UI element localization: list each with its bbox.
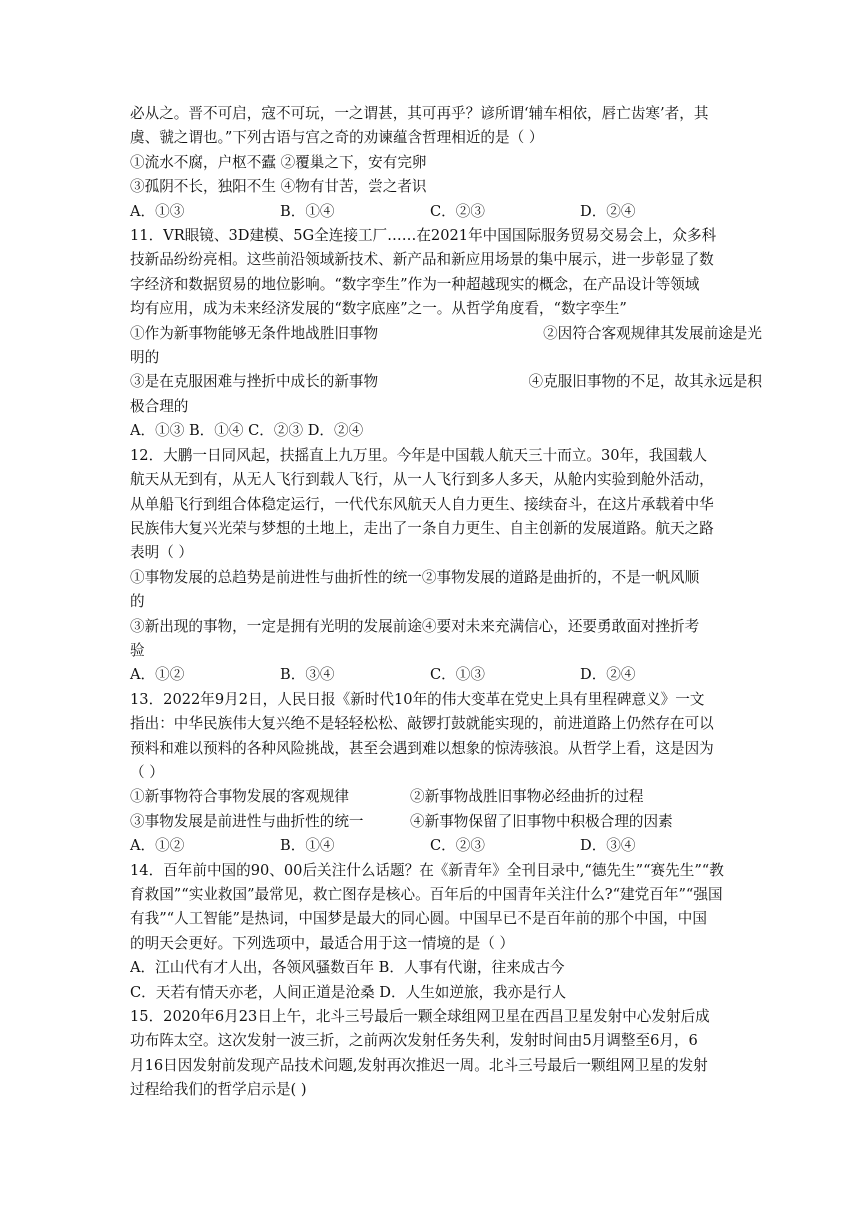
option-d: D．②④ bbox=[580, 666, 636, 684]
statement-3: ③事物发展是前进性与曲折性的统一 bbox=[130, 812, 364, 830]
question-text-line: 字经济和数据贸易的地位影响。“数字孪生”作为一种超越现实的概念，在产品设计等领域 bbox=[130, 275, 700, 293]
question-text-line: 14．百年前中国的90、00后关注什么话题？在《新青年》全刊目录中,“德先生”“赛先生”“教 bbox=[130, 861, 724, 879]
option-b: B．①④ bbox=[280, 837, 335, 855]
statement-2: ②因符合客观规律其发展前途是光 bbox=[543, 324, 762, 342]
statement-continuation: 极合理的 bbox=[130, 397, 189, 415]
answer-options bbox=[130, 663, 762, 687]
question-text-line: 均有应用，成为未来经济发展的“数字底座”之一。从哲学角度看，“数字孪生” bbox=[130, 300, 627, 318]
option-c: C．②③ bbox=[430, 202, 485, 220]
question-10 bbox=[130, 102, 762, 224]
option-c: C．①③ bbox=[430, 666, 485, 684]
statement-line: ③新出现的事物，一定是拥有光明的发展前途④要对未来充满信心，还要勇敢面对挫折考 bbox=[130, 617, 700, 635]
option-c: C．②③ bbox=[430, 837, 485, 855]
question-text-line: （ ） bbox=[130, 763, 164, 781]
answer-options bbox=[130, 834, 762, 858]
statement-continuation: 明的 bbox=[130, 349, 160, 367]
question-text-line: 15．2020年6月23日上午，北斗三号最后一颗全球组网卫星在西昌卫星发射中心发射后成 bbox=[130, 1008, 710, 1026]
answer-options bbox=[130, 200, 762, 224]
question-text-line: 的明天会更好。下列选项中，最适合用于这一情境的是（ ） bbox=[130, 934, 515, 952]
question-text-line: 月16日因发射前发现产品技术问题,发射再次推迟一周。北斗三号最后一颗组网卫星的发射 bbox=[130, 1056, 708, 1074]
question-text-line: 12．大鹏一日同风起，扶摇直上九万里。今年是中国载人航天三十而立。30年，我国载人 bbox=[130, 446, 708, 464]
question-text-line: 功布阵太空。这次发射一波三折，之前两次发射任务失利，发射时间由5月调整至6月，6 bbox=[130, 1032, 698, 1050]
statement-line: ①事物发展的总趋势是前进性与曲折性的统一②事物发展的道路是曲折的，不是一帆风顺 bbox=[130, 568, 700, 586]
question-text-line: 13．2022年9月2日，人民日报《新时代10年的伟大变革在党史上具有里程碑意义》一文 bbox=[130, 690, 705, 708]
question-text-line: 过程给我们的哲学启示是( ) bbox=[130, 1081, 307, 1099]
statement-line: 的 bbox=[130, 593, 145, 611]
question-text-line: 从单船飞行到组合体稳定运行，一代代东风航天人自力更生、接续奋斗，在这片承载着中华 bbox=[130, 495, 714, 513]
answer-options: A．①③ B．①④ C．②③ D．②④ bbox=[130, 422, 364, 440]
statement-row bbox=[130, 322, 762, 346]
question-12 bbox=[130, 444, 762, 688]
question-text-line: 虞、虢之谓也。”下列古语与宫之奇的劝谏蕴含哲理相近的是（ ） bbox=[130, 129, 544, 147]
question-15 bbox=[130, 1005, 762, 1103]
option-d: D．②④ bbox=[580, 202, 636, 220]
question-text-line: 预料和难以预料的各种风险挑战，甚至会遇到难以想象的惊涛骇浪。从哲学上看，这是因为 bbox=[130, 739, 714, 757]
question-text-line: 民族伟大复兴光荣与梦想的土地上，走出了一条自力更生、自主创新的发展道路。航天之路 bbox=[130, 519, 714, 537]
option-a: A．①② bbox=[130, 666, 185, 684]
question-14 bbox=[130, 859, 762, 1005]
statement-line: ③孤阴不长，独阳不生 ④物有甘苦，尝之者识 bbox=[130, 178, 427, 196]
statement-2: ②新事物战胜旧事物必经曲折的过程 bbox=[410, 788, 644, 806]
answer-options-line: A．江山代有才人出，各领风骚数百年 B．人事有代谢，往来成古今 bbox=[130, 959, 565, 977]
statement-1: ①新事物符合事物发展的客观规律 bbox=[130, 788, 349, 806]
statement-1: ①作为新事物能够无条件地战胜旧事物 bbox=[130, 324, 379, 342]
option-b: B．③④ bbox=[280, 666, 335, 684]
question-text-line: 指出：中华民族伟大复兴绝不是轻轻松松、敲锣打鼓就能实现的，前进道路上仍然存在可以 bbox=[130, 715, 714, 733]
statement-row bbox=[130, 370, 762, 394]
question-11 bbox=[130, 224, 762, 444]
statement-line: 验 bbox=[130, 641, 145, 659]
question-text-line: 技新品纷纷亮相。这些前沿领域新技术、新产品和新应用场景的集中展示，进一步彰显了数 bbox=[130, 251, 714, 269]
option-b: B．①④ bbox=[280, 202, 335, 220]
question-13 bbox=[130, 688, 762, 859]
option-d: D．③④ bbox=[580, 837, 636, 855]
question-text-line: 必从之。晋不可启，寇不可玩，一之谓甚，其可再乎？谚所谓‘辅车相依，唇亡齿寒’者，其 bbox=[130, 105, 709, 122]
question-text-line: 有我”“人工智能”是热词，中国梦是最大的同心圆。中国早已不是百年前的那个中国，中国 bbox=[130, 910, 707, 928]
question-text-line: 表明（ ） bbox=[130, 544, 194, 562]
statement-3: ③是在克服困难与挫折中成长的新事物 bbox=[130, 373, 379, 391]
option-a: A．①② bbox=[130, 837, 185, 855]
statement-row bbox=[130, 810, 762, 834]
answer-options-line: C．天若有情天亦老，人间正道是沧桑 D．人生如逆旅，我亦是行人 bbox=[130, 983, 567, 1001]
statement-row bbox=[130, 785, 762, 809]
statement-4: ④新事物保留了旧事物中积极合理的因素 bbox=[410, 812, 673, 830]
option-a: A．①③ bbox=[130, 202, 185, 220]
question-text-line: 育救国”“实业救国”最常见，救亡图存是核心。百年后的中国青年关注什么?“建党百年”“强国 bbox=[130, 886, 723, 903]
statement-line: ①流水不腐，户枢不蠹 ②覆巢之下，安有完卵 bbox=[130, 153, 427, 171]
statement-4: ④克服旧事物的不足，故其永远是积 bbox=[528, 373, 762, 391]
question-text-line: 航天从无到有，从无人飞行到载人飞行，从一人飞行到多人多天，从舱内实验到舱外活动， bbox=[130, 471, 714, 489]
question-text-line: 11．VR眼镜、3D建模、5G全连接工厂……在2021年中国国际服务贸易交易会上，众多科 bbox=[130, 227, 717, 245]
